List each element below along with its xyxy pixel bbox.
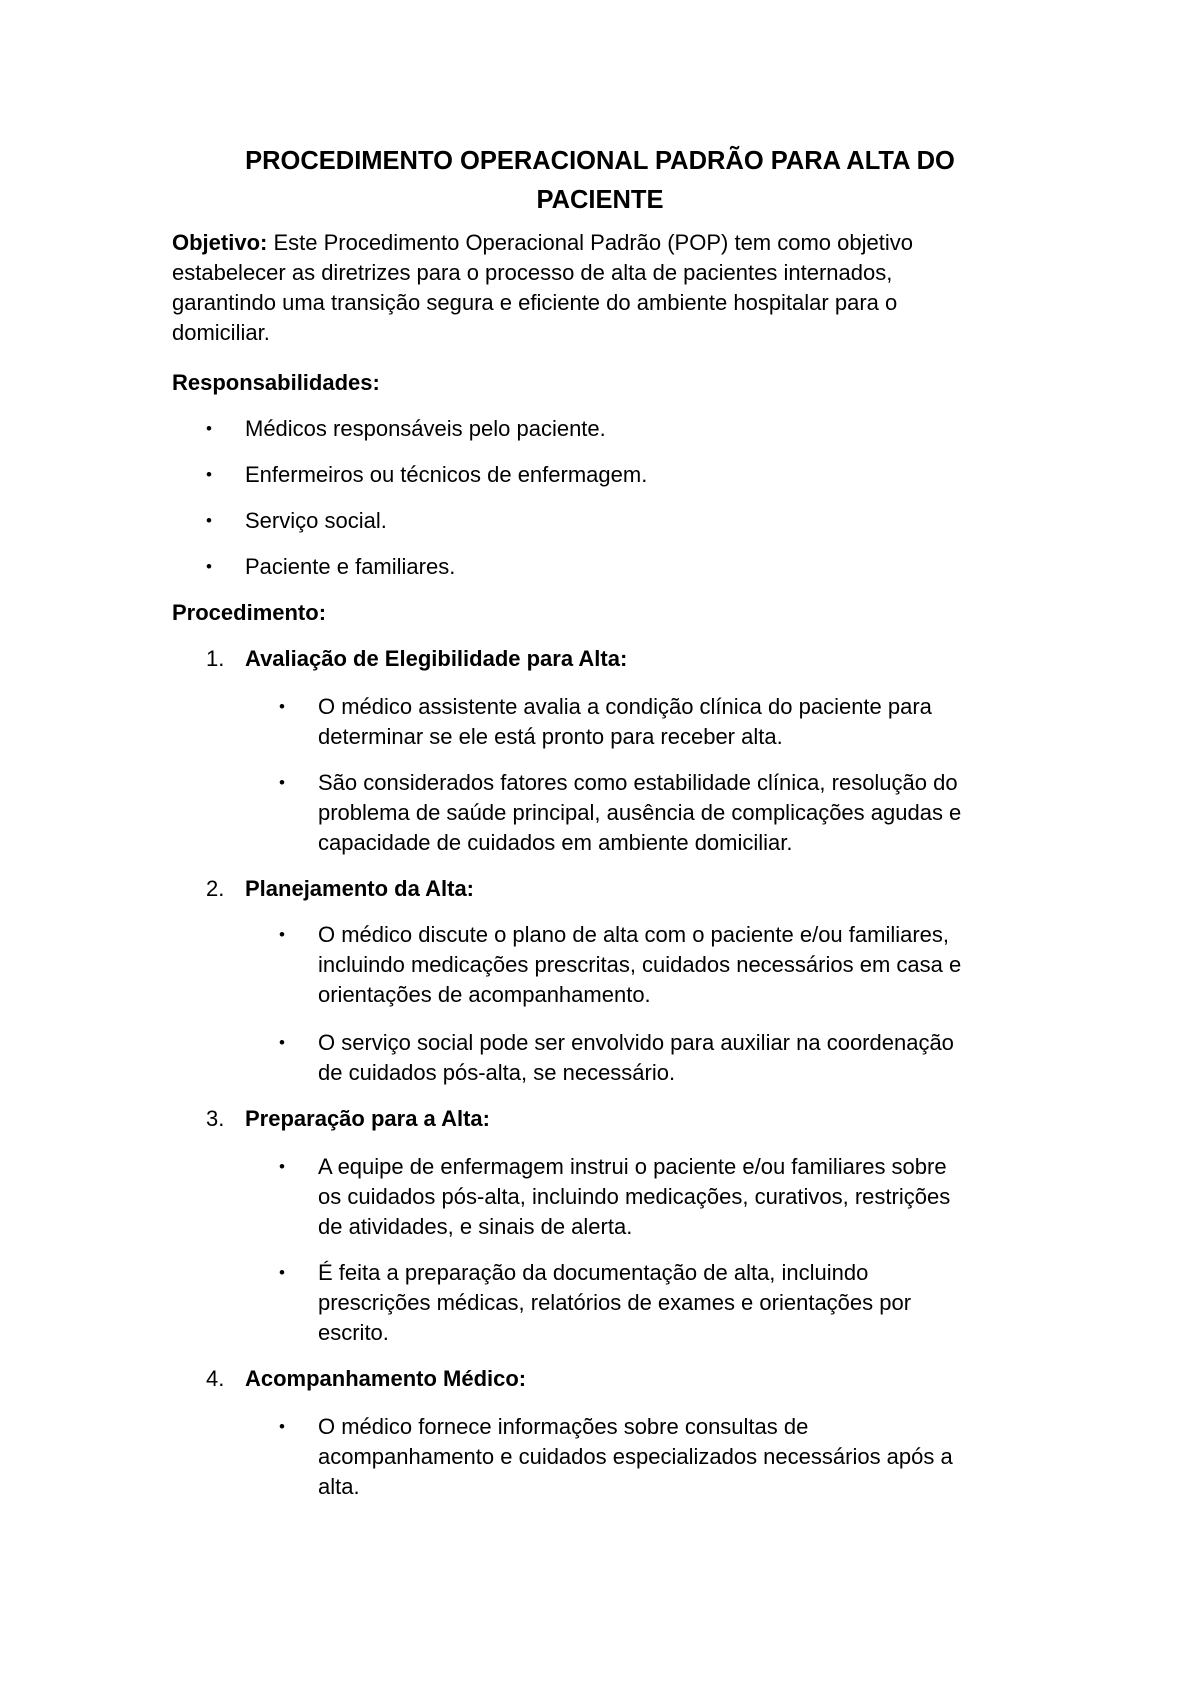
title-line: PACIENTE <box>536 186 664 214</box>
step-title: Avaliação de Elegibilidade para Alta: <box>245 646 628 671</box>
step-title: Acompanhamento Médico: <box>245 1366 527 1391</box>
step-number: 3. <box>206 1106 225 1131</box>
list-item-text: São considerados fatores como estabilidade clínica, resolução do problema de saúde principal, ausência de complicações agudas e capacidade de cuidados em ambiente domiciliar. <box>318 770 962 855</box>
step-number: 4. <box>206 1366 225 1391</box>
objective-paragraph <box>172 228 1042 348</box>
bullet-icon: • <box>279 1263 285 1282</box>
objective-label: Objetivo: <box>172 230 268 255</box>
objective-text: garantindo uma transição segura e eficiente do ambiente hospitalar para o <box>172 290 898 315</box>
bullet-icon: • <box>279 773 285 792</box>
objective-text: estabelecer as diretrizes para o processo de alta de pacientes internados, <box>172 260 893 285</box>
objective-text: domiciliar. <box>172 320 270 345</box>
list-item-text: Enfermeiros ou técnicos de enfermagem. <box>245 462 648 487</box>
bullet-icon: • <box>279 925 285 944</box>
step-title: Planejamento da Alta: <box>245 876 475 901</box>
bullet-icon: • <box>206 511 212 530</box>
list-item-text: O médico assistente avalia a condição clínica do paciente para determinar se ele está pronto para receber alta. <box>318 694 932 749</box>
bullet-icon: • <box>206 419 212 438</box>
step-title: Preparação para a Alta: <box>245 1106 490 1131</box>
bullet-icon: • <box>279 1417 285 1436</box>
list-item-text: Paciente e familiares. <box>245 554 456 579</box>
procedure-heading: Procedimento: <box>172 600 327 625</box>
step-number: 2. <box>206 876 225 901</box>
list-item-text: O médico discute o plano de alta com o paciente e/ou familiares, incluindo medicações prescritas, cuidados necessários em casa e orientações de acompanhamento. <box>318 922 962 1007</box>
list-item-text: O médico fornece informações sobre consultas de acompanhamento e cuidados especializados necessários após a alta. <box>318 1414 953 1499</box>
list-item-text: Médicos responsáveis pelo paciente. <box>245 416 606 441</box>
bullet-icon: • <box>206 557 212 576</box>
list-item-text: O serviço social pode ser envolvido para auxiliar na coordenação de cuidados pós-alta, se necessário. <box>318 1030 954 1085</box>
bullet-icon: • <box>279 1033 285 1052</box>
list-item-text: A equipe de enfermagem instrui o paciente e/ou familiares sobre os cuidados pós-alta, incluindo medicações, curativos, restrições de atividades, e sinais de alerta. <box>318 1154 951 1239</box>
bullet-icon: • <box>279 697 285 716</box>
step-number: 1. <box>206 646 225 671</box>
title-line: PROCEDIMENTO OPERACIONAL PADRÃO PARA ALTA DO <box>245 147 955 175</box>
list-item-text: É feita a preparação da documentação de alta, incluindo prescrições médicas, relatórios de exames e orientações por escrito. <box>318 1260 912 1345</box>
bullet-icon: • <box>279 1157 285 1176</box>
responsibilities-heading: Responsabilidades: <box>172 370 380 395</box>
document-title <box>172 142 1028 220</box>
bullet-icon: • <box>206 465 212 484</box>
objective-text: Este Procedimento Operacional Padrão (POP) tem como objetivo <box>267 230 913 255</box>
list-item-text: Serviço social. <box>245 508 387 533</box>
